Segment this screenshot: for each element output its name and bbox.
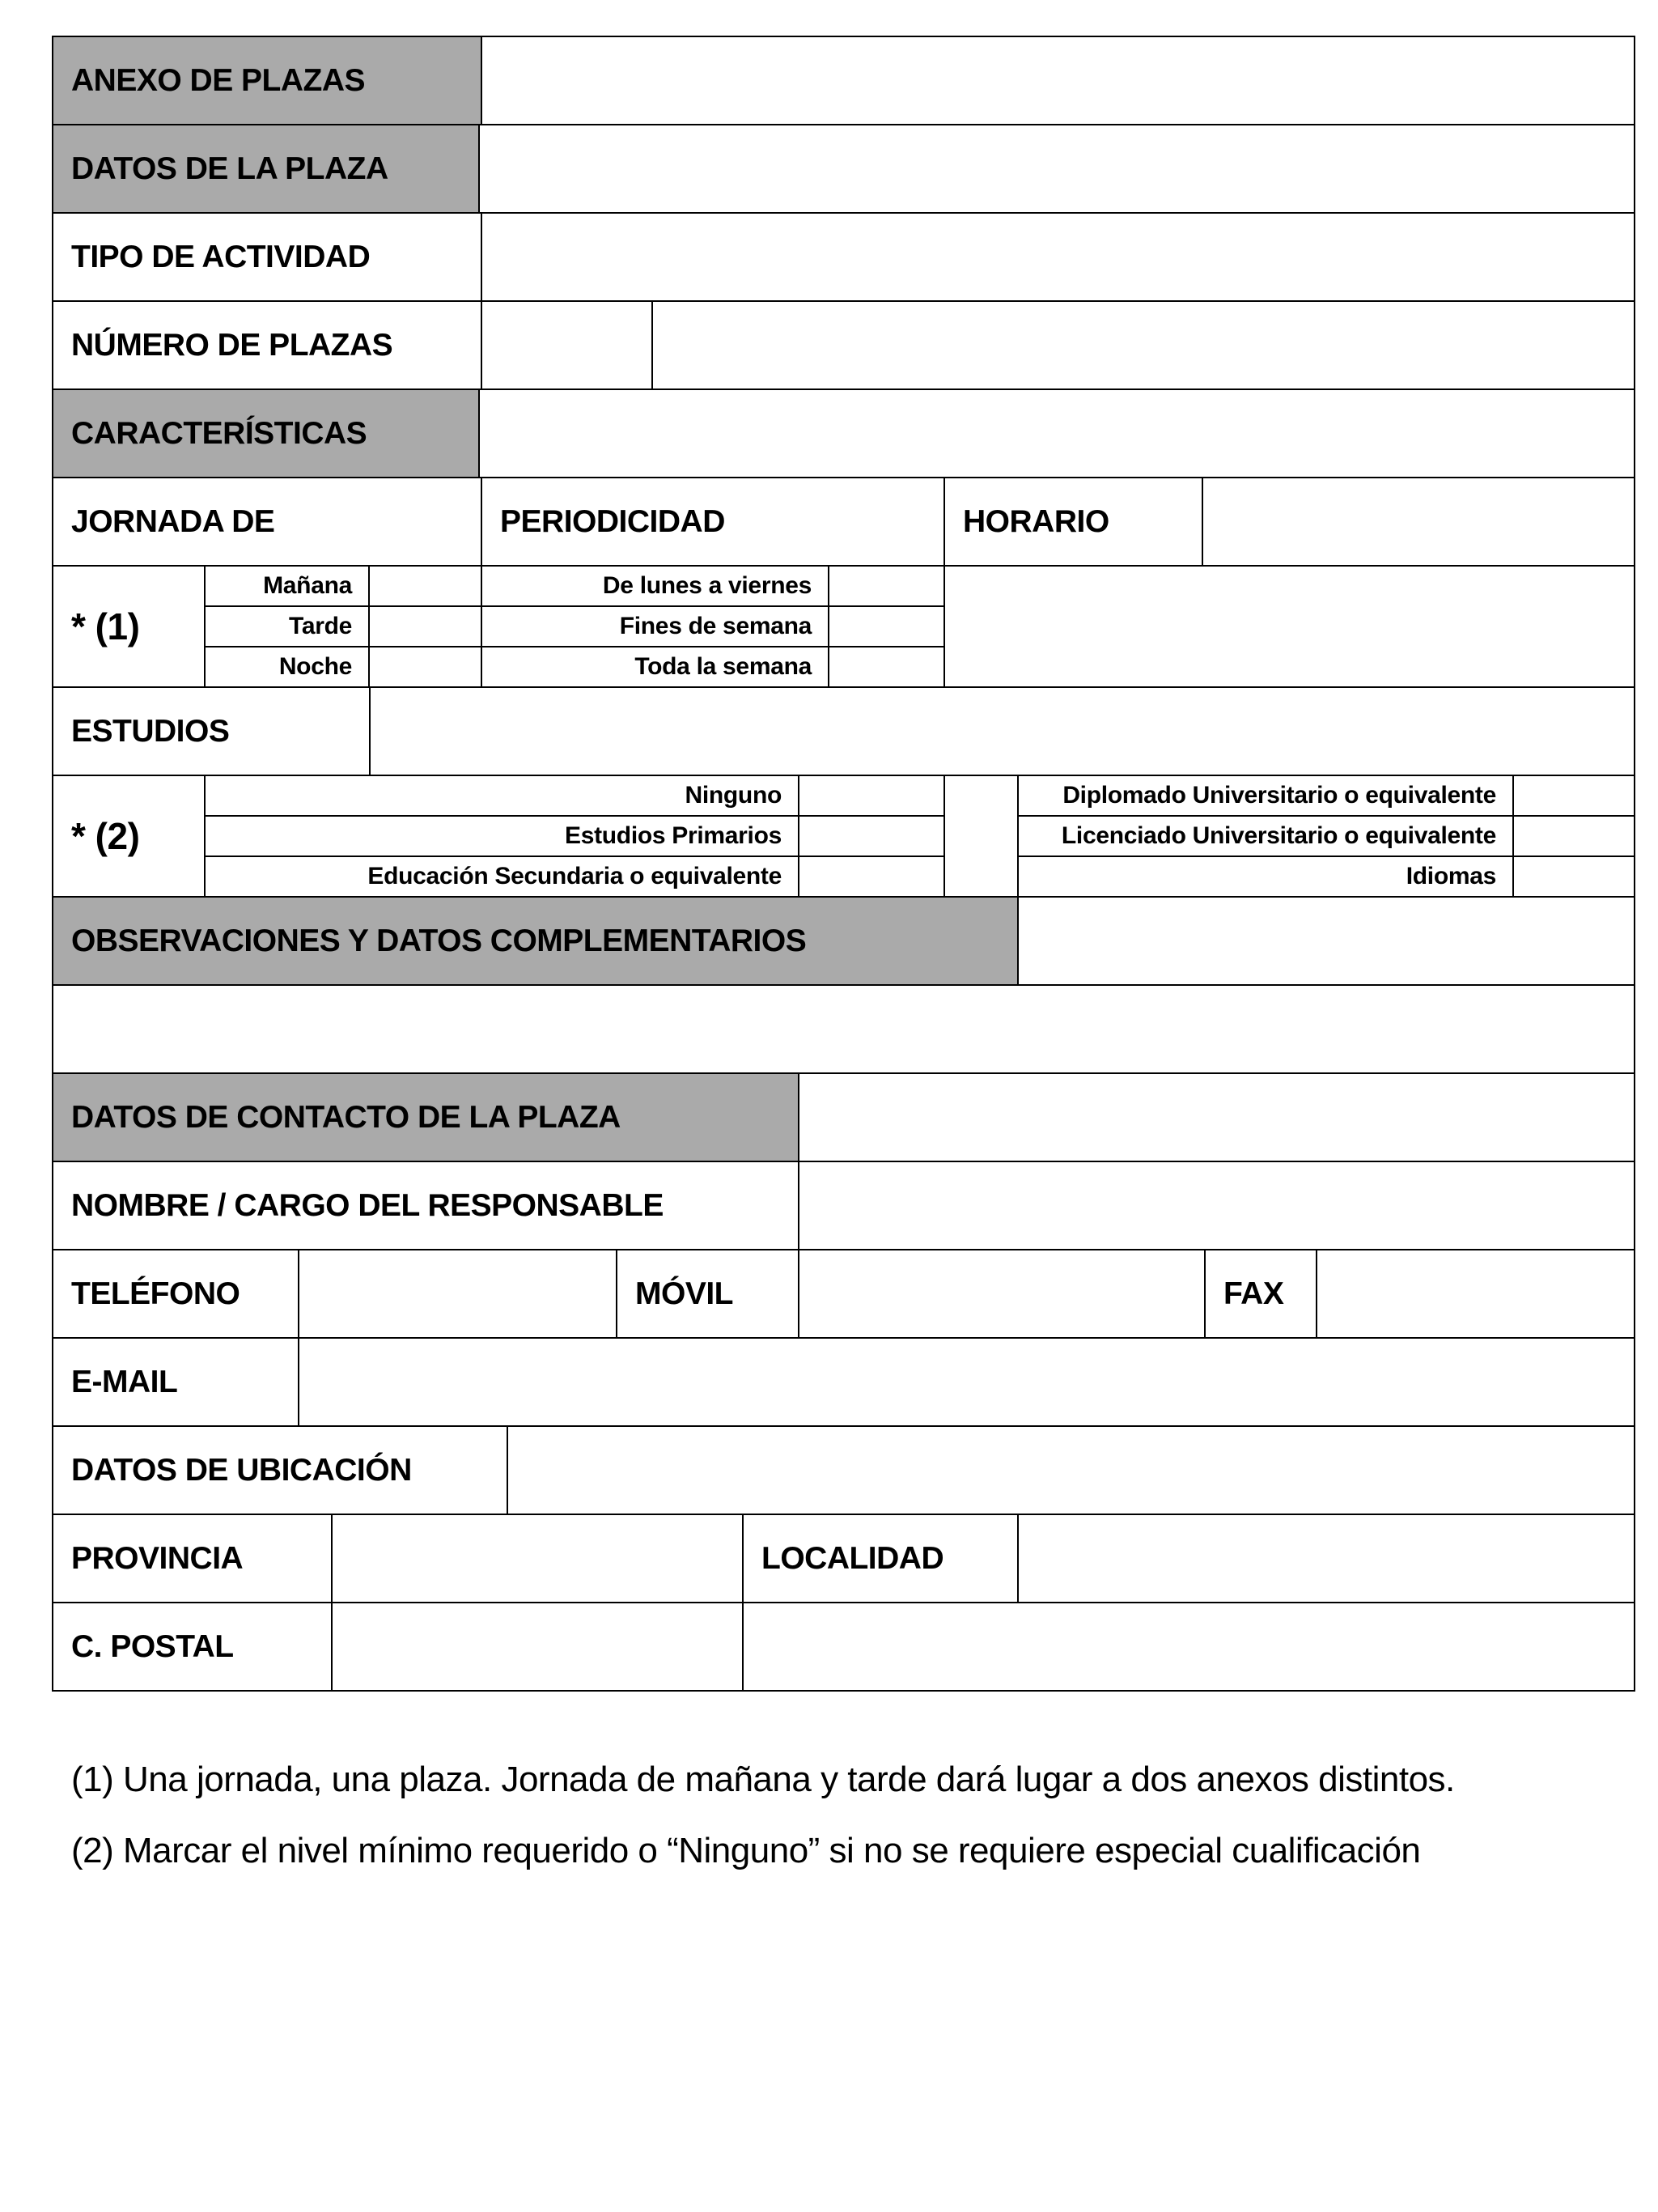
movil-label: MÓVIL	[616, 1249, 799, 1339]
horario-field[interactable]	[1202, 477, 1635, 567]
estudios-secundaria-label: Educación Secundaria o equivalente	[204, 856, 799, 898]
datos-contacto-header: DATOS DE CONTACTO DE LA PLAZA	[52, 1072, 799, 1162]
turno-manana-checkbox[interactable]	[368, 565, 482, 607]
telefono-label: TELÉFONO	[52, 1249, 299, 1339]
provincia-field[interactable]	[331, 1514, 744, 1603]
turno-noche-checkbox[interactable]	[368, 646, 482, 688]
tipo-de-actividad-field[interactable]	[481, 212, 1635, 302]
datos-contacto-field[interactable]	[798, 1072, 1635, 1162]
telefono-field[interactable]	[298, 1249, 617, 1339]
periodo-fines-semana-label: Fines de semana	[481, 605, 829, 647]
numero-de-plazas-extra-field[interactable]	[651, 300, 1635, 390]
codigo-postal-label: C. POSTAL	[52, 1602, 333, 1692]
estudios-diplomado-label: Diplomado Universitario o equivalente	[1017, 775, 1514, 817]
periodo-fines-semana-checkbox[interactable]	[828, 605, 945, 647]
periodo-lunes-viernes-checkbox[interactable]	[828, 565, 945, 607]
turno-tarde-label: Tarde	[204, 605, 370, 647]
estudios-ninguno-label: Ninguno	[204, 775, 799, 817]
estudios-note-marker: * (2)	[52, 775, 206, 898]
datos-de-la-plaza-header: DATOS DE LA PLAZA	[52, 124, 480, 214]
anexo-de-plazas-header: ANEXO DE PLAZAS	[52, 36, 482, 125]
estudios-field[interactable]	[369, 686, 1635, 776]
estudios-diplomado-checkbox[interactable]	[1512, 775, 1635, 817]
observaciones-header: OBSERVACIONES Y DATOS COMPLEMENTARIOS	[52, 896, 1019, 986]
jornada-note-marker: * (1)	[52, 565, 206, 688]
observaciones-header-field[interactable]	[1017, 896, 1635, 986]
numero-de-plazas-label: NÚMERO DE PLAZAS	[52, 300, 482, 390]
estudios-ninguno-checkbox[interactable]	[798, 775, 945, 817]
footnote-2: (2) Marcar el nivel mínimo requerido o “Ninguno” si no se requiere especial cualificación	[71, 1831, 1421, 1870]
periodo-lunes-viernes-label: De lunes a viernes	[481, 565, 829, 607]
jornada-de-label: JORNADA DE	[52, 477, 482, 567]
responsable-label: NOMBRE / CARGO DEL RESPONSABLE	[52, 1161, 799, 1250]
email-field[interactable]	[298, 1337, 1635, 1427]
periodicidad-label: PERIODICIDAD	[481, 477, 945, 567]
datos-de-la-plaza-field[interactable]	[478, 124, 1635, 214]
turno-manana-label: Mañana	[204, 565, 370, 607]
periodo-toda-semana-checkbox[interactable]	[828, 646, 945, 688]
estudios-idiomas-checkbox[interactable]	[1512, 856, 1635, 898]
email-label: E-MAIL	[52, 1337, 299, 1427]
estudios-primarios-label: Estudios Primarios	[204, 815, 799, 857]
estudios-secundaria-checkbox[interactable]	[798, 856, 945, 898]
provincia-label: PROVINCIA	[52, 1514, 333, 1603]
caracteristicas-field[interactable]	[478, 388, 1635, 478]
estudios-licenciado-label: Licenciado Universitario o equivalente	[1017, 815, 1514, 857]
numero-de-plazas-field[interactable]	[481, 300, 653, 390]
footnote-1: (1) Una jornada, una plaza. Jornada de mañana y tarde dará lugar a dos anexos distintos.	[71, 1760, 1455, 1799]
localidad-field[interactable]	[1017, 1514, 1635, 1603]
codigo-postal-extra-field[interactable]	[742, 1602, 1635, 1692]
estudios-label: ESTUDIOS	[52, 686, 371, 776]
localidad-label: LOCALIDAD	[742, 1514, 1019, 1603]
periodo-toda-semana-label: Toda la semana	[481, 646, 829, 688]
movil-field[interactable]	[798, 1249, 1206, 1339]
estudios-primarios-checkbox[interactable]	[798, 815, 945, 857]
fax-label: FAX	[1204, 1249, 1317, 1339]
anexo-de-plazas-field[interactable]	[481, 36, 1635, 125]
horario-detail-field[interactable]	[943, 565, 1635, 688]
tipo-de-actividad-label: TIPO DE ACTIVIDAD	[52, 212, 482, 302]
estudios-idiomas-label: Idiomas	[1017, 856, 1514, 898]
caracteristicas-header: CARACTERÍSTICAS	[52, 388, 480, 478]
observaciones-field[interactable]	[52, 984, 1635, 1074]
turno-tarde-checkbox[interactable]	[368, 605, 482, 647]
datos-ubicacion-label: DATOS DE UBICACIÓN	[52, 1425, 508, 1515]
estudios-licenciado-checkbox[interactable]	[1512, 815, 1635, 857]
datos-ubicacion-field[interactable]	[507, 1425, 1635, 1515]
fax-field[interactable]	[1316, 1249, 1635, 1339]
horario-label: HORARIO	[943, 477, 1203, 567]
estudios-spacer	[943, 775, 1019, 898]
responsable-field[interactable]	[798, 1161, 1635, 1250]
codigo-postal-field[interactable]	[331, 1602, 744, 1692]
turno-noche-label: Noche	[204, 646, 370, 688]
